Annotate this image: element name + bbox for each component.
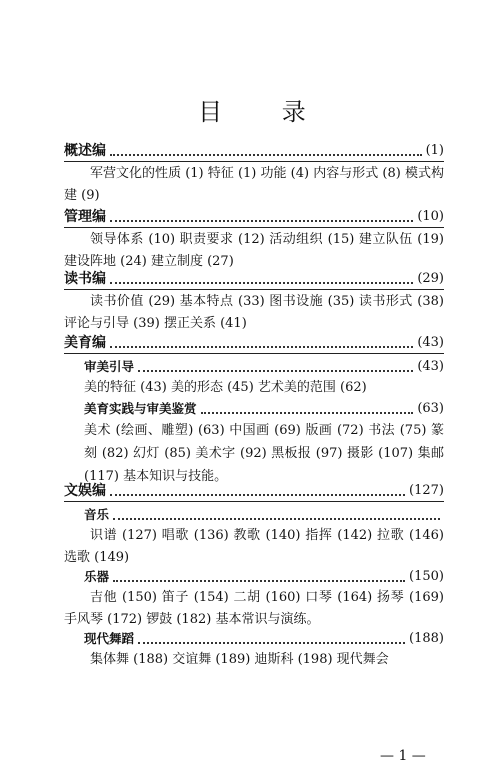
toc-entry-page: (43) [417,335,444,350]
dot-leader [110,153,422,156]
toc-subentry-aesthetic-guidance[interactable] [84,356,444,376]
dot-leader [113,579,405,582]
section-rule [64,289,444,290]
toc-subentry-modern-dance[interactable] [84,628,444,648]
toc-entry-page: (150) [409,569,444,584]
toc-entry-label: 概述编 [64,143,106,159]
toc-entry-page: (188) [409,631,444,646]
toc-entry-desc: 美术 (绘画、雕塑) (63) 中国画 (69) 版画 (72) 书法 (75) 篆刻 (82) 幻灯 (85) 美术字 (92) 黑板报 (97) 摄影 (107) 集邮 (117) 基本知识与技能。 [84,423,444,484]
toc-entry-desc: 识谱 (127) 唱歌 (136) 教歌 (140) 指挥 (142) 拉歌 (146) 选歌 (149) [64,528,444,565]
section-rule [64,227,444,228]
toc-entry-page: (127) [409,483,444,498]
toc-entry-desc: 吉他 (150) 笛子 (154) 二胡 (160) 口琴 (164) 扬琴 (169) 手风琴 (172) 锣鼓 (182) 基本常识与演练。 [64,590,444,627]
toc-entry-label: 音乐 [84,507,110,522]
toc-entry-label: 美育编 [64,335,106,351]
toc-entry-label: 乐器 [84,569,110,584]
dot-leader [110,493,405,496]
dot-leader [113,517,440,520]
toc-entry-aesthetic-education[interactable] [64,332,444,352]
dot-leader [110,219,413,222]
toc-entry-management[interactable] [64,206,444,226]
toc-entry-entertainment[interactable] [64,480,444,500]
toc-subentry-aesthetic-practice[interactable] [84,398,444,418]
toc-entry-page: (29) [417,271,444,286]
dot-leader [110,345,413,348]
toc-entry-reading[interactable] [64,268,444,288]
toc-entry-page: (1) [425,143,444,158]
toc-entry-label: 现代舞蹈 [84,631,135,646]
toc-entry-desc: 集体舞 (188) 交谊舞 (189) 迪斯科 (198) 现代舞会 [90,652,389,667]
toc-entry-label: 审美引导 [84,359,135,374]
dot-leader [138,641,405,644]
toc-entry-label: 读书编 [64,271,106,287]
toc-entry-desc: 美的特征 (43) 美的形态 (45) 艺术美的范围 (62) [84,380,367,395]
toc-entry-page: (63) [417,401,444,416]
toc-subentry-instruments[interactable] [84,566,444,586]
toc-entry-desc: 读书价值 (29) 基本特点 (33) 图书设施 (35) 读书形式 (38) 评论与引导 (39) 摆正关系 (41) [64,294,444,331]
page-title: 目 录 [198,98,332,126]
toc-entry-desc: 军营文化的性质 (1) 特征 (1) 功能 (4) 内容与形式 (8) 模式构建 (9) [64,166,444,203]
dot-leader [110,281,413,284]
toc-entry-overview[interactable] [64,140,444,160]
dot-leader [138,369,413,372]
section-rule [64,353,444,354]
page-number: — 1 — [380,748,426,764]
dot-leader [201,411,414,414]
toc-subentry-music[interactable] [84,504,444,524]
toc-entry-label: 管理编 [64,209,106,225]
toc-entry-label: 美育实践与审美鉴赏 [84,401,197,416]
toc-entry-page: (43) [417,359,444,374]
toc-entry-desc: 领导体系 (10) 职责要求 (12) 活动组织 (15) 建立队伍 (19) 建设阵地 (24) 建立制度 (27) [64,232,444,269]
toc-entry-label: 文娱编 [64,483,106,499]
section-rule [64,501,444,502]
section-rule [64,161,444,162]
toc-entry-page: (10) [417,209,444,224]
